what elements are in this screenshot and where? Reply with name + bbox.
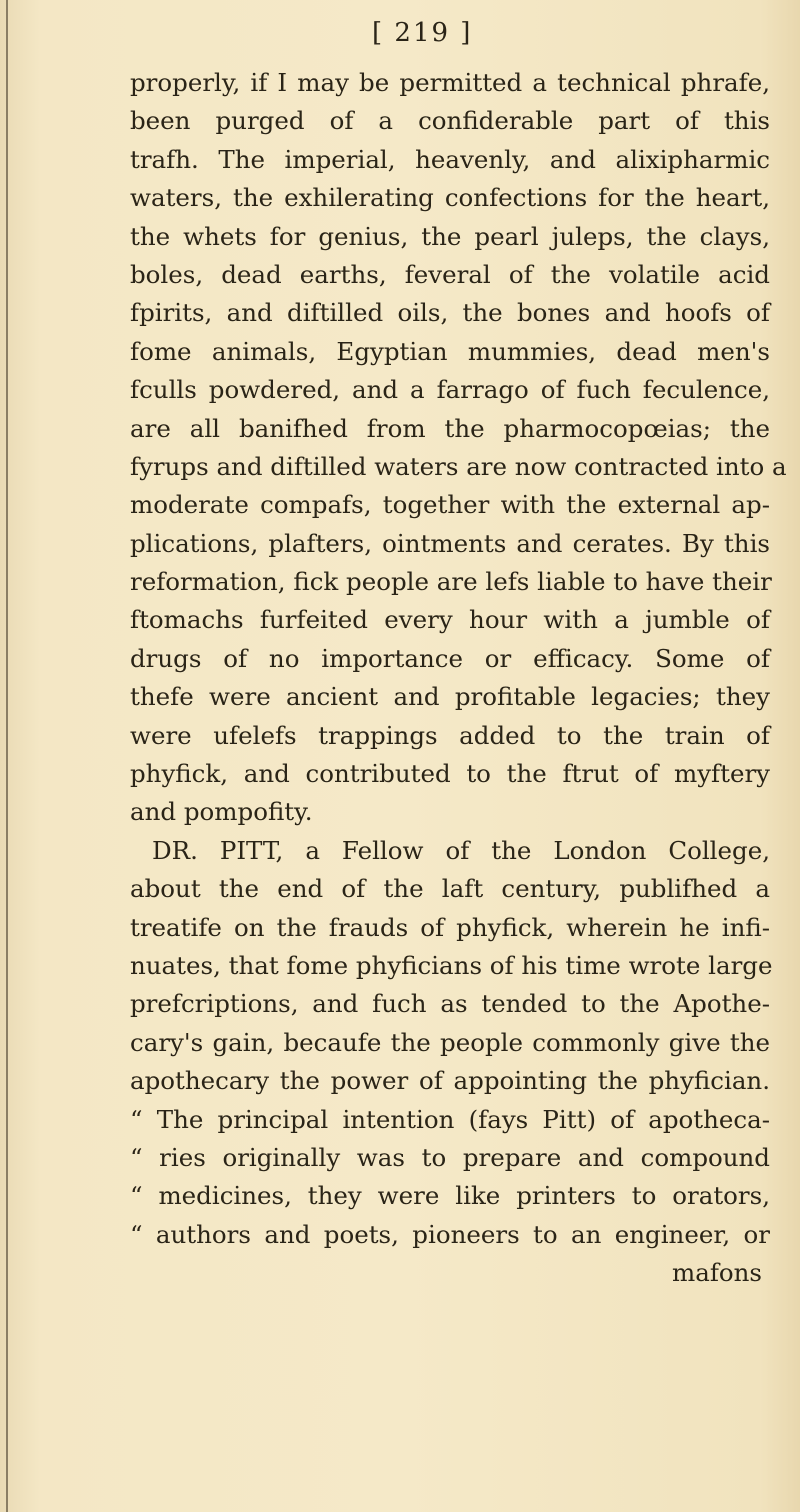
text-line: fyrups and diftilled waters are now contracted into a [130,451,787,481]
text-line: trafh. The imperial, heavenly, and alixipharmic [130,144,770,174]
text-line: reformation, fick people are lefs liable to have their [130,567,772,597]
text-line: nuates, that fome phyficians of his time wrote large [130,950,773,980]
text-line: and pompofity. [130,797,313,827]
text-line: drugs of no importance or efficacy. Some of [130,643,770,673]
text-line: plications, plafters, ointments and cerates. By this [130,528,770,558]
text-line: apothecary the power of appointing the phyfician. [130,1066,770,1096]
text-line: about the end of the laft century, publifhed a [130,874,770,904]
body-text [130,64,787,1293]
text-line: moderate compafs, together with the external ap- [130,490,770,520]
text-line: ftomachs furfeited every hour with a jumble of [130,605,770,635]
text-line: properly, if I may be permitted a technical phrafe, [130,68,770,97]
catchword: mafons [671,1258,762,1288]
text-line: fculls powdered, and a farrago of fuch feculence, [130,375,770,405]
text-line: waters, the exhilerating confections for the heart, [130,183,770,213]
text-line: “ ries originally was to prepare and compound [130,1142,770,1172]
text-line: thefe were ancient and profitable legacies; they [130,682,770,712]
text-line: were ufelefs trappings added to the train of [130,720,770,750]
text-line: treatife on the frauds of phyfick, wherein he infi- [130,912,770,942]
text-line: fpirits, and diftilled oils, the bones and hoofs of [130,298,770,328]
text-line: “ medicines, they were like printers to orators, [130,1181,770,1211]
text-line: DR. PITT, a Fellow of the London College, [152,835,770,865]
page-number: [ 219 ] [372,18,473,48]
text-line: boles, dead earths, feveral of the volatile acid [130,259,770,289]
text-line: “ authors and poets, pioneers to an engineer, or [130,1219,770,1249]
page-edge-rule [6,0,8,1512]
text-line: prefcriptions, and fuch as tended to the Apothe- [130,989,770,1019]
text-line: cary's gain, becaufe the people commonly give the [130,1027,770,1057]
text-line: been purged of a confiderable part of this [130,106,770,136]
text-line: the whets for genius, the pearl juleps, the clays, [130,221,770,251]
text-line: fome animals, Egyptian mummies, dead men's [130,336,770,366]
text-line: are all banifhed from the pharmocopœias; the [130,413,770,443]
text-line: phyfick, and contributed to the ftrut of myftery [130,759,770,789]
text-line: “ The principal intention (fays Pitt) of apotheca- [130,1104,770,1134]
